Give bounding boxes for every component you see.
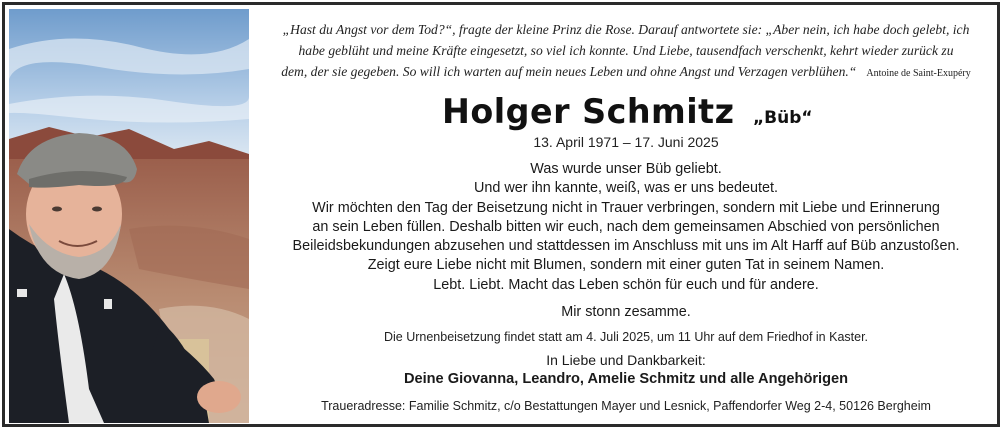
obituary-content [263, 15, 989, 421]
message-line: Zeigt eure Liebe nicht mit Blumen, sondern mit einer guten Tat in seinem Namen. [367, 257, 885, 274]
left-eye [52, 207, 62, 212]
quote-line [263, 61, 989, 84]
name-row [263, 92, 989, 132]
family-names: Deine Giovanna, Leandro, Amelie Schmitz und alle Angehörigen [403, 371, 849, 388]
message-line: Beileidsbekundungen abzusehen und stattdessen im Anschluss mit uns im Alt Harff auf Büb anzustoßen. [292, 238, 960, 255]
thanks-line: In Liebe und Dankbarkeit: [546, 352, 706, 369]
mourning-address: Traueradresse: Familie Schmitz, c/o Bestattungen Mayer und Lesnick, Paffendorfer Weg 2-4, 50126 Bergheim [321, 399, 931, 414]
message-line: Wir möchten den Tag der Beisetzung nicht in Trauer verbringen, sondern mit Liebe und Erinnerung [312, 199, 940, 216]
quote-block [263, 19, 989, 84]
obituary-frame [2, 2, 1000, 427]
message-line: Und wer ihn kannte, weiß, was er uns bedeutet. [474, 180, 778, 197]
message-closing: Mir stonn zesamme. [561, 304, 691, 321]
portrait-photo [9, 9, 249, 423]
life-dates: 13. April 1971 – 17. Juni 2025 [533, 134, 719, 150]
quote-line: habe geblüht und meine Kräfte eingesetzt, so viel ich konnte. Und Liebe, tausendfach verschenkt, kehrt wieder zurück zu [298, 43, 954, 58]
message-line: Was wurde unser Büb geliebt. [530, 161, 722, 177]
quote-line-text: dem, der sie gegeben. So will ich warten auf mein neues Leben und ohne Angst und Verzagen verblühen.“ [281, 64, 857, 79]
right-eye [92, 207, 102, 212]
deceased-nickname: „Büb“ [752, 108, 813, 128]
jacket-logo [17, 289, 27, 297]
jacket-logo-2 [104, 299, 112, 309]
deceased-name: Holger Schmitz [442, 92, 735, 132]
message-block [263, 160, 989, 322]
quote-author: Antoine de Saint-Exupéry [866, 68, 971, 79]
message-line: Lebt. Liebt. Macht das Leben schön für euch und für andere. [433, 276, 819, 293]
funeral-info: Die Urnenbeisetzung findet statt am 4. Juli 2025, um 11 Uhr auf dem Friedhof in Kaster. [383, 330, 869, 345]
quote-line: „Hast du Angst vor dem Tod?“, fragte der kleine Prinz die Rose. Darauf antwortete sie: „Aber nein, ich habe doch gelebt, ich [282, 22, 970, 37]
message-line: an sein Leben füllen. Deshalb bitten wir euch, nach dem gemeinsamen Abschied von persönlichen [312, 218, 940, 235]
hand [197, 381, 241, 413]
